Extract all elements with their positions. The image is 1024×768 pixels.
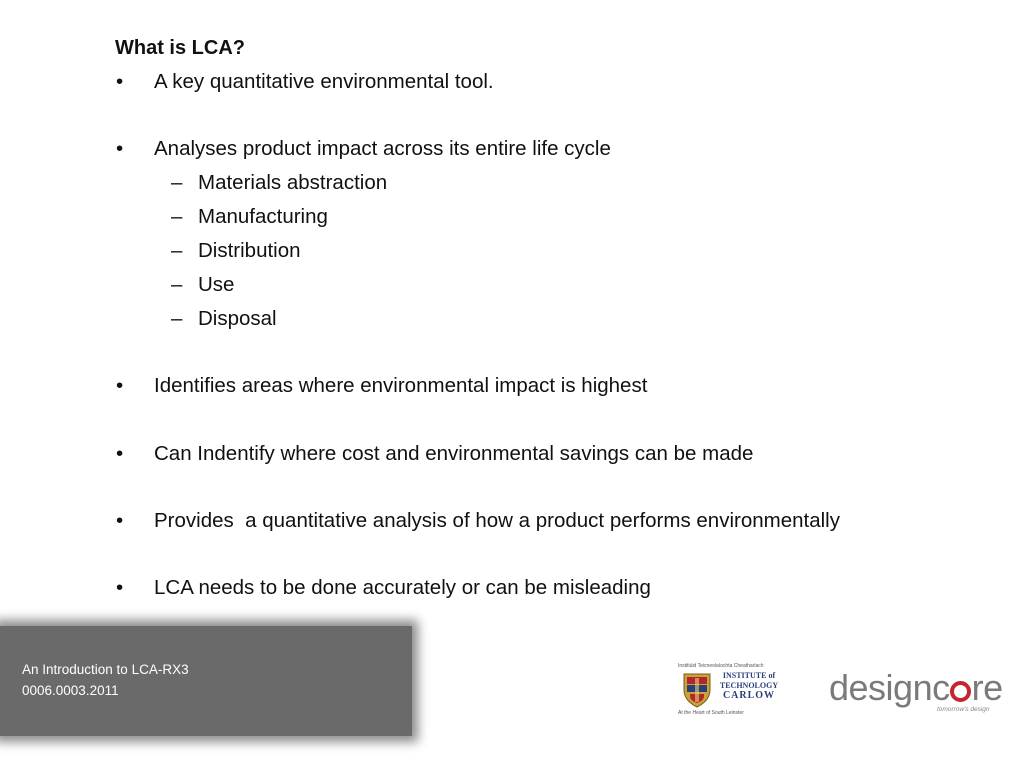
bullet-mark: •: [116, 70, 124, 93]
itcarlow-irish-name: Institiúid Teicneolaíochta Cheatharlach: [678, 663, 764, 669]
bullet-text: Analyses product impact across its entire life cycle: [154, 137, 611, 160]
itcarlow-tagline: At the Heart of South Leinster: [678, 710, 744, 716]
itcarlow-line1: INSTITUTE of: [722, 671, 776, 680]
sub-item-text: Manufacturing: [198, 205, 328, 228]
bullet-text: Identifies areas where environmental impact is highest: [154, 374, 648, 397]
dash-mark: –: [171, 239, 183, 262]
sub-item-text: Disposal: [198, 307, 277, 330]
designcore-tagline: tomorrow's design: [937, 706, 990, 713]
bullet-mark: •: [116, 442, 124, 465]
designcore-wordmark: [829, 668, 1003, 708]
designcore-o-icon: [950, 681, 971, 702]
bullet-text: Provides a quantitative analysis of how a product performs environmentally: [154, 509, 840, 532]
bullet-text: Can Indentify where cost and environmental savings can be made: [154, 442, 754, 465]
bullet-mark: •: [116, 374, 124, 397]
footer-code: 0006.0003.2011: [22, 683, 119, 698]
sub-item-text: Distribution: [198, 239, 301, 262]
crest-icon: [682, 672, 712, 708]
footer-box: [0, 626, 412, 736]
dash-mark: –: [171, 171, 183, 194]
bullet-text: A key quantitative environmental tool.: [154, 70, 494, 93]
sub-item-text: Use: [198, 273, 235, 296]
designcore-word-start: designc: [829, 667, 950, 708]
itcarlow-name: [714, 671, 784, 701]
dash-mark: –: [171, 205, 183, 228]
bullet-text: LCA needs to be done accurately or can be misleading: [154, 576, 651, 599]
sub-item-text: Materials abstraction: [198, 171, 388, 194]
designcore-word-end: re: [971, 667, 1003, 708]
bullet-mark: •: [116, 509, 124, 532]
dash-mark: –: [171, 273, 183, 296]
itcarlow-line2: TECHNOLOGY: [719, 681, 779, 690]
itcarlow-logo: [678, 663, 784, 719]
footer-title: An Introduction to LCA-RX3: [22, 662, 189, 677]
itcarlow-line3: CARLOW: [722, 690, 776, 701]
slide-heading: What is LCA?: [115, 37, 245, 59]
bullet-mark: •: [116, 137, 124, 160]
bullet-mark: •: [116, 576, 124, 599]
dash-mark: –: [171, 307, 183, 330]
designcore-logo: [829, 667, 1003, 718]
